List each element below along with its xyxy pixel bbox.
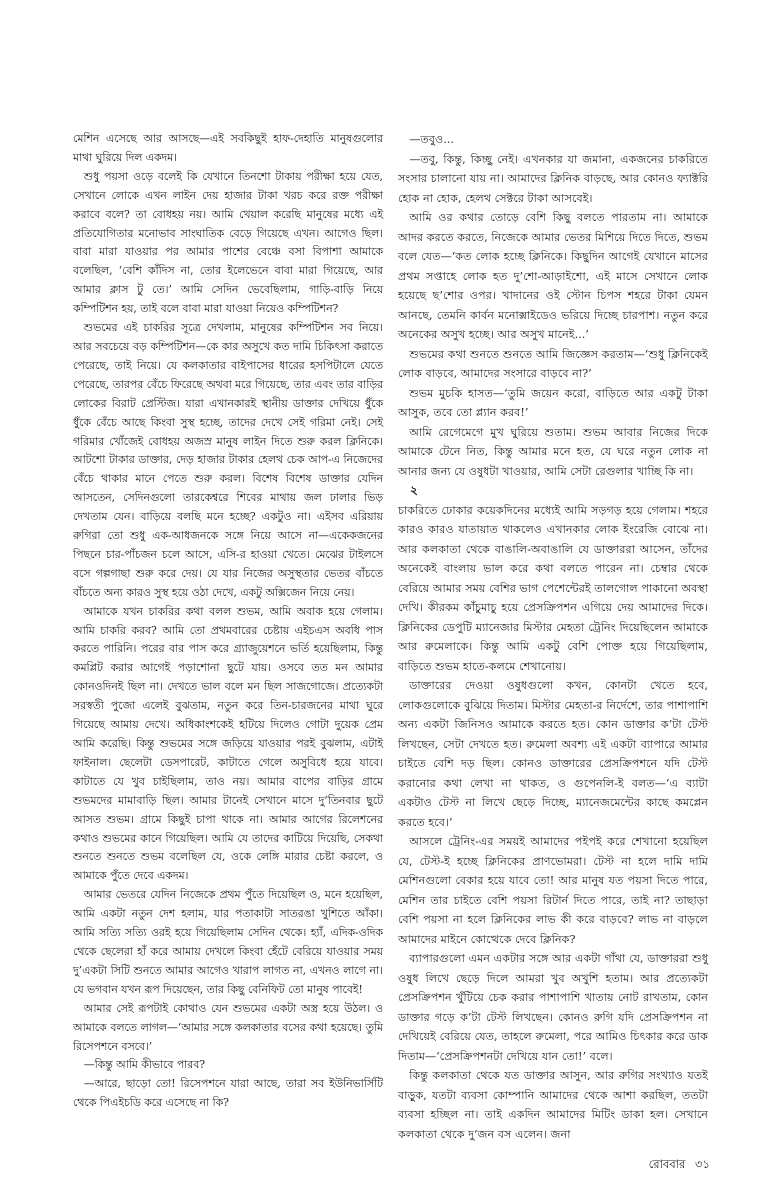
paragraph: আমি রেগেমেগে মুখ ঘুরিয়ে শুতাম। শুভম আবার নিজের দিকে আমাকে টেনে নিত, কিন্তু আমার মনে হত, যে ঘরে নতুন লোক না আনার জন্য যে ওষুধটা খাওয়ার, আমি সেটা রেগুলার খাচ্ছি কি না। — [398, 425, 708, 478]
paragraph: আমি ওর কথার তোড়ে বেশি কিছু বলতে পারতাম না। আমাকে আদর করতে করতে, নিজেকে আমার ভেতর মিশিয়ে দিতে দিতে, শুভম বলে যেত—‘কত লোক হচ্ছে ক্লিনিকে। কিছুদিন আগেই যেখানে মাসের প্রথম সপ্তাহে লোক হত দু’শো-আড়াইশো, এই মাসে সেখানে লোক হয়েছে ছ’শোর ওপর। খাদানের ওই স্টোন চিপস শহরে টাকা যেমন আনছে, তেমনি কার্বন মনোক্সাইডেও ভরিয়ে দিচ্ছে চারপাশ। নতুন করে অনেকের অসুখ হচ্ছে। আর অসুখ মানেই...’ — [398, 211, 708, 341]
right-text-column — [398, 130, 708, 1144]
paragraph: —তবুও... — [409, 133, 454, 146]
paragraph: আমাকে যখন চাকরির কথা বলল শুভম, আমি অবাক হয়ে গেলাম। আমি চাকরি করব? আমি তো প্রথমবারের চেষ্টায় এইচএস অবধি পাস করতে পারিনি। পরের বার পাস করে গ্র্যাজুয়েশনে ভর্তি হয়েছিলাম, কিন্তু কমপ্লিট করার আগেই পড়াশোনা ছুটে যায়। ওসবে তত মন আমার কোনওদিনই ছিল না। দেখতে ভাল বলে মন ছিল সাজগোজে। প্রত্যেকটা সরস্বতী পুজো এলেই বুঝতাম, নতুন করে তিন-চারজনের মাথা ঘুরে গিয়েছে আমায় দেখে। অধিকাংশকেই হটিয়ে দিলেও গোটা দুয়েক প্রেম আমি করেছি। কিন্তু শুভমের সঙ্গে জড়িয়ে যাওয়ার পরই বুঝলাম, এটাই ফাইনাল। ছেলেটা ডেসপারেট, কাটাতে গেলে অসুবিধে হয়ে যাবে। কাটাতে যে খুব চাইছিলাম, তাও নয়। আমার বাপের বাড়ির গ্রামে শুভমদের মামাবাড়ি ছিল। আমার টানেই সেখানে মাসে দু’তিনবার ছুটে আসত শুভম। গ্রামে কিছুই চাপা থাকে না। আমার আগের রিলেশনের কথাও শুভমের কানে গিয়েছিল। আমি যে তাদের কাটিয়ে দিয়েছি, সেকথা শুনতে শুনতে শুভম বলেছিল যে, ওকে লেঙ্গি মারার চেষ্টা করলে, ও আমাকে পুঁতে দেবে একদম। — [73, 604, 383, 883]
paragraph: শুভমের এই চাকরির সূত্রে দেখলাম, মানুষের কম্পিটিশন সব নিয়ে। আর সবচেয়ে বড় কম্পিটিশন—কে কার অসুখে কত দামি চিকিৎসা করাতে পেরেছে, তাই নিয়ে। যে কলকাতার বাইপাসের ধারের হসপিটালে যেতে পেরেছে, তারপর বেঁচে ফিরেছে অথবা মরে গিয়েছে, তার এবং তার বাড়ির লোকের বিরাট প্রেস্টিজ। যারা এখানকারই স্থানীয় ডাক্তার দেখিয়ে ধুঁকে ধুঁকে বেঁচে আছে কিংবা সুস্থ হচ্ছে, তাদের দেখে সেই গরিমা নেই। সেই গরিমার খোঁজেই বোধহয় অজস্র মানুষ লাইন দিতে শুরু করল ক্লিনিকে। আটশো টাকার ডাক্তার, দেড় হাজার টাকার হেলথ চেক আপ-এ নিজেদের বেঁচে থাকার মানে পেতে শুরু করল। বিশেষ বিশেষ ডাক্তার যেদিন আসতেন, সেদিনগুলো তারকেশ্বরে শিবের মাথায় জল ঢালার ভিড় দেখতাম যেন। বাড়িয়ে বলছি মনে হচ্ছে? একটুও না। এইসব এরিয়ায় রুগিরা তো শুধু এক-আধজনকে সঙ্গে নিয়ে আসে না—একেকজনের পিছনে চার-পাঁচজন চলে আসে, এসি-র হাওয়া খেতে। মেঝের টাইলসে বসে গল্পগাছা শুরু করে দেয়। যে যার নিজের অসুস্থতার ভেতর বাঁচতে বাঁচতে অন্য কারও সুস্থ হয়ে ওঠা দেখে, একটু অক্সিজেন নিয়ে নেয়। — [73, 321, 383, 599]
magazine-name: রোববার — [648, 1157, 686, 1171]
paragraph: ডাক্তারের দেওয়া ওষুধগুলো কখন, কোনটা খেতে হবে, লোকগুলোকে বুঝিয়ে দিতাম। মিস্টার মেহতা-র নির্দেশে, তার পাশাপাশি অন্য একটা জিনিসও আমাকে করতে হত। কোন ডাক্তার ক’টা টেস্ট লিখছেন, সেটা দেখতে হত। রুমেলা অবশ্য এই একটা ব্যাপারে আমার চাইতে বেশি দড় ছিল। কোনও ডাক্তারের প্রেসক্রিপশনে যদি টেস্ট করানোর কথা লেখা না থাকত, ও গুপেনলি-ই বলত—‘এ ব্যাটা একটাও টেস্ট না লিখে ছেড়ে দিচ্ছে, ম্যানেজমেন্টের কাছে কমপ্লেন করতে হবে।’ — [398, 679, 708, 829]
paragraph: —কিন্তু আমি কীভাবে পারব? — [83, 1058, 206, 1072]
paragraph: মেশিন এসেছে আর আসছে—এই সবকিছুই হাফ-দেহাতি মানুষগুলোর মাথা ঘুরিয়ে দিল একদম। — [73, 132, 383, 164]
paragraph: —তবু, কিন্তু, কিচ্ছু নেই। এখনকার যা জমানা, একজনের চাকরিতে সংসার চালানো যায় না। আমাদের ক্লিনিক বাড়ছে, আর কোনও ফ্যাক্টরি হোক না হোক, হেলথ সেক্টরে টাকা আসবেই। — [398, 152, 708, 205]
paragraph: আসলে ট্রেনিং-এর সময়ই আমাদের পইপই করে শেখানো হয়েছিল যে, টেস্ট-ই হচ্ছে ক্লিনিকের প্রাণভোমরা। টেস্ট না হলে দামি দামি মেশিনগুলো বেকার হয়ে যাবে তো! আর মানুষ যত পয়সা দিতে পারে, মেশিন তার চাইতে বেশি পয়সা রিটার্ন দিতে পারে, তাই না? তাছাড়া বেশি পয়সা না হলে ক্লিনিকের লাভ কী করে বাড়বে? লাভ না বাড়লে আমাদের মাইনে কোত্থেকে দেবে ক্লিনিক? — [398, 835, 708, 946]
paragraph: ব্যাপারগুলো এমন একটার সঙ্গে আর একটা গাঁথা যে, ডাক্তাররা শুধু ওষুধ লিখে ছেড়ে দিলে আমরা খুব অখুশি হতাম। আর প্রত্যেকটা প্রেসক্রিপশন খুঁটিয়ে চেক করার পাশাপাশি খাতায় নোট রাখতাম, কোন ডাক্তার গড়ে ক’টা টেস্ট লিখছেন। কোনও রুগি যদি প্রেসক্রিপশন না দেখিয়েই বেরিয়ে যেত, তাহলে রুমেলা, পরে আমিও চিৎকার করে ডাক দিতাম—‘প্রেসক্রিপশনটা দেখিয়ে যান তো!’ বলে। — [398, 952, 708, 1063]
paragraph: শুভমের কথা শুনতে শুনতে আমি জিজ্ঞেস করতাম—‘শুধু ক্লিনিকেই লোক বাড়বে, আমাদের সংসারে বাড়বে না?’ — [398, 347, 708, 380]
paragraph: শুভম মুচকি হাসত—‘তুমি জয়েন করো, বাড়িতে আর একটু টাকা আসুক, তবে তো প্ল্যান করব!’ — [398, 386, 708, 419]
paragraph: চাকরিতে ঢোকার কয়েকদিনের মধ্যেই আমি সড়গড় হয়ে গেলাম। শহরে কারও কারও যাতায়াত থাকলেও এখানকার লোক ইংরেজি বোঝে না। আর কলকাতা থেকে বাঙালি-অবাঙালি যে ডাক্তাররা আসেন, তাঁদের অনেকেই বাংলায় ভাল করে কথা বলতে পারেন না। চেম্বার থেকে বেরিয়ে আমার সময় বেশির ভাগ পেশেন্টেরই তালগোল পাকানো অবস্থা দেখি। কীরকম কাঁচুমাচু হয়ে প্রেসক্রিপশন এগিয়ে দেয় আমাদের দিকে। ক্লিনিকের ডেপুটি ম্যানেজার মিস্টার মেহতা ট্রেনিং দিয়েছিলেন আমাকে আর রুমেলাকে। কিন্তু আমি একটু বেশি পোক্ত হয়ে গিয়েছিলাম, বাড়িতে শুভম হাতে-কলমে শেখানোয়। — [398, 503, 708, 673]
paragraph: —আরে, ছাড়ো তো! রিসেপশনে যারা আছে, তারা সব ইউনিভার্সিটি থেকে পিএইচডি করে এসেছে না কি? — [73, 1077, 383, 1110]
page-number: ৩১ — [695, 1157, 710, 1171]
section-number: ২ — [410, 483, 418, 497]
paragraph: আমার সেই রূপটাই কোথাও যেন শুভমের একটা অস্ত্র হয়ে উঠল। ও আমাকে বলতে লাগল—‘আমার সঙ্গে কলকাতার বসের কথা হয়েছে। তুমি রিসেপশনে বসবে।’ — [73, 1001, 383, 1053]
paragraph: কিন্তু কলকাতা থেকে যত ডাক্তার আসুন, আর রুগির সংখ্যাও যতই বাড়ুক, যতটা ব্যবসা কোম্পানি আমাদের থেকে আশা করছিল, ততটা ব্যবসা হচ্ছিল না। তাই একদিন আমাদের মিটিং ডাকা হল। সেখানে কলকাতা থেকে দু’জন বস এলেন। জনা — [398, 1069, 708, 1141]
paragraph: শুধু পয়সা ওড়ে বলেই কি যেখানে তিনশো টাকায় পরীক্ষা হয়ে যেত, সেখানে লোকে এখন লাইন দেয় হাজার টাকা খরচ করে রক্ত পরীক্ষা করাবে বলে? তা বোধহয় নয়। আমি খেয়াল করেছি মানুষের মধ্যে এই প্রতিযোগিতার মনোভাব সাংঘাতিক বেড়ে গিয়েছে এখন। আগেও ছিল। বাবা মারা যাওয়ার পর আমার পাশের বেঞ্চে বসা বিপাশা আমাকে বলেছিল, ‘বেশি কাঁদিস না, তোর ইলেভেনে বাবা মারা গিয়েছে, আর আমার ক্লাস টু তে।’ আমি সেদিন ভেবেছিলাম, গাড়ি-বাড়ি নিয়ে কম্পিটিশন হয়, তাই বলে বাবা মারা যাওয়া নিয়েও কম্পিটিশন? — [73, 169, 383, 316]
left-text-column — [73, 130, 383, 1113]
page-footer — [643, 1156, 710, 1175]
paragraph: আমার ভেতরে যেদিন নিজেকে প্রথম পুঁতে দিয়েছিল ও, মনে হয়েছিল, আমি একটা নতুন দেশ হলাম, যার পতাকাটা সাতরঙা খুশিতে আঁকা। আমি সত্যি সত্যি ওরই হয়ে গিয়েছিলাম সেদিন থেকে। হ্যাঁ, এদিক-ওদিক থেকে ছেলেরা হাঁ করে আমায় দেখলে কিংবা হেঁটে বেরিয়ে যাওয়ার সময় দু’একটা সিটি শুনতে আমার আগেও খারাপ লাগত না, এখনও লাগে না। যে ভগবান যখন রূপ দিয়েছেন, তার কিছু বেনিফিট তো মানুষ পাবেই! — [73, 888, 383, 996]
